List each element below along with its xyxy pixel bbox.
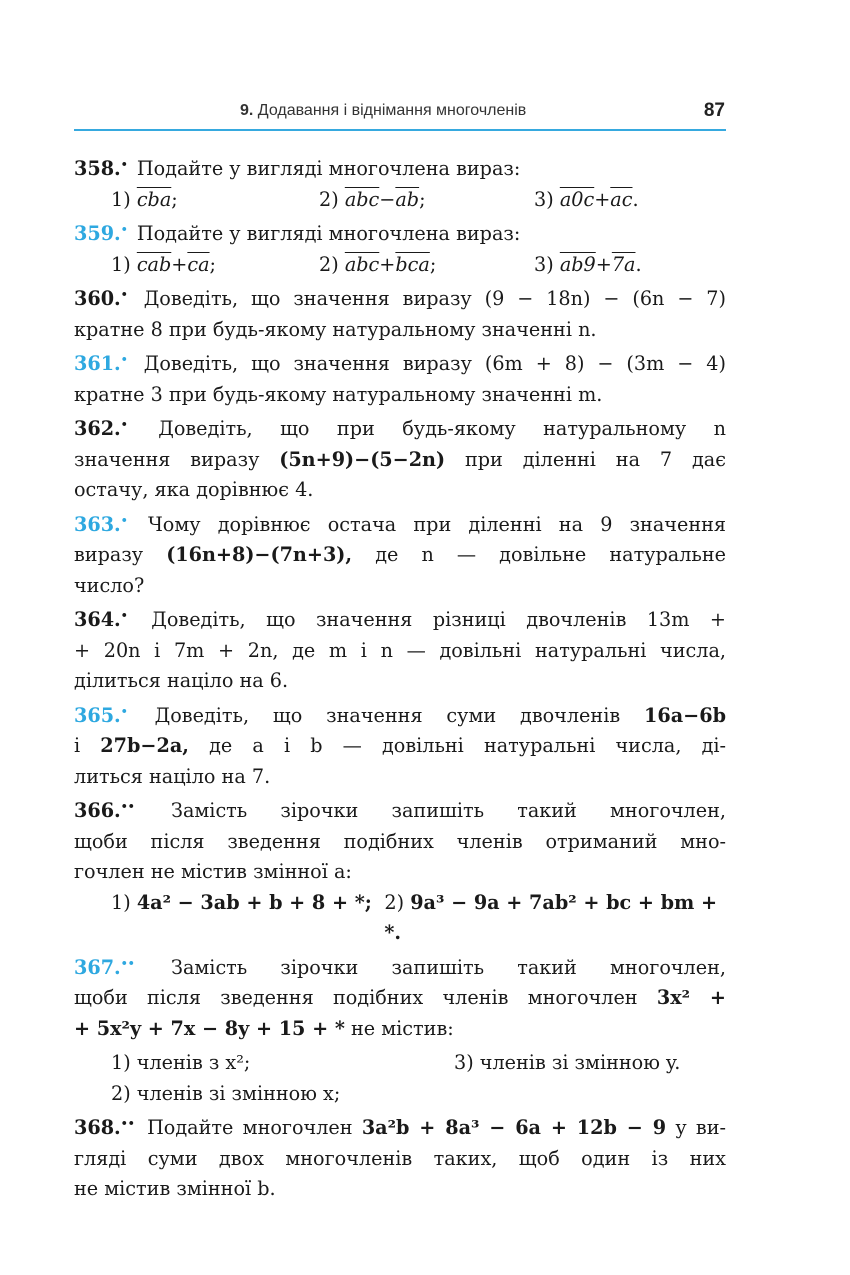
difficulty-mark: • — [120, 223, 128, 236]
problem-text: Доведіть, що при будь-якому натуральному n — [158, 417, 726, 440]
problem-text: кратне 8 при будь-якому натуральному значенні n. — [74, 317, 597, 341]
problem-text: гляді суми двох многочленів таких, щоб один із них — [74, 1146, 726, 1170]
difficulty-mark: •• — [120, 956, 135, 970]
problem-number: 361. — [74, 352, 121, 375]
problem-options: 1) 4a² − 3ab + b + 8 + *; 2) 9a³ − 9a + 7ab² + bc + bm + *. — [111, 890, 718, 944]
problem-364 — [74, 601, 726, 697]
difficulty-mark: • — [120, 513, 128, 527]
option-expression: a0c — [559, 187, 595, 211]
problem-text: + 20n і 7m + 2n, де m і n — довільні натуральні числа, — [74, 638, 726, 662]
difficulty-mark: •• — [120, 1117, 135, 1130]
problem-367: 367.•• Замість зірочки запишіть такий многочлен, щоби після зведення подібних членів многочлен 3x² + + 5x²y + 7x − 8y + 15 + * не містив: 1) членів з x²; 3) членів зі змінною y. 2) членів зі змінною x; — [74, 949, 726, 1110]
option-expression: ab9 — [559, 252, 596, 276]
running-header — [240, 102, 526, 120]
option-expression: $\overline{cab}$ — [136, 252, 172, 276]
math-expression: 27b−2a, — [100, 734, 189, 757]
problem-text: число? — [74, 573, 145, 597]
problem-text: Подайте у вигляді многочлена вираз: — [136, 157, 521, 180]
problem-number: 364. — [74, 608, 121, 631]
option-2: 2) членів зі змінною x; — [111, 1081, 341, 1105]
problem-number: 367. — [74, 955, 121, 979]
difficulty-mark: • — [120, 353, 128, 366]
page-number: 87 — [703, 100, 725, 121]
difficulty-mark: • — [120, 288, 128, 301]
problem-text: литься націло на 7. — [74, 764, 271, 788]
problem-number: 366. — [74, 799, 121, 822]
option-3: 3) членів зі змінною y. — [454, 1051, 681, 1074]
problem-number: 360. — [74, 287, 121, 310]
problem-number: 359. — [74, 222, 121, 245]
problem-text: Доведіть, що значення різниці двочленів 13m + — [151, 608, 726, 631]
problem-text: Чому дорівнює остача при діленні на 9 значення — [147, 512, 727, 536]
problem-number: 363. — [74, 512, 121, 536]
problem-number: 362. — [74, 417, 121, 440]
problem-number: 368. — [74, 1116, 121, 1139]
problem-text: Подайте у вигляді многочлена вираз: — [136, 222, 521, 245]
problem-options: 1) $\overline{cab}+\overline{ca}$; 2) $\overline{abc}+\overline{bca}$; 3) ab9+7a. — [111, 252, 642, 276]
problem-366 — [74, 792, 726, 949]
section-title: Додавання і віднімання многочленів — [257, 102, 527, 119]
difficulty-mark: • — [120, 418, 128, 431]
math-expression: 16a−6b — [644, 703, 726, 727]
math-expression: + 5x²y + 7x − 8y + 15 + * — [74, 1016, 345, 1040]
section-number: 9. — [240, 102, 254, 119]
problem-text: Замість зірочки запишіть такий многочлен, — [170, 955, 726, 979]
problem-text: гочлен не містив змінної a: — [74, 860, 352, 883]
option-1: 1) членів з x²; — [111, 1051, 251, 1074]
problem-text: Замість зірочки запишіть такий многочлен, — [170, 799, 726, 822]
option-expression: $\overline{abc}$ — [344, 252, 380, 276]
problem-options — [74, 1048, 726, 1079]
header-divider — [74, 129, 726, 131]
problem-361 — [74, 345, 726, 410]
problem-text: Доведіть, що значення виразу (6m + 8) − (3m − 4) — [143, 352, 726, 375]
problem-359 — [74, 215, 726, 280]
option-expression: $\overline{cba}$ — [136, 187, 172, 211]
difficulty-mark: • — [120, 158, 128, 171]
math-expression: (5n+9)−(5−2n) — [279, 447, 446, 471]
problem-365: 365.• Доведіть, що значення суми двочленів 16a−6b і 27b−2a, де a і b — довільні натуральні числа, ді- литься націло на 7. — [74, 697, 726, 793]
problem-number: 358. — [74, 157, 121, 180]
problem-360 — [74, 280, 726, 345]
problem-text: щоби після зведення подібних членів отриманий мно- — [74, 829, 726, 853]
problem-text: ділиться націло на 6. — [74, 669, 289, 692]
math-expression: (16n+8)−(7n+3), — [166, 543, 353, 566]
difficulty-mark: •• — [120, 800, 135, 813]
problem-options: 1) $\overline{cba}$; 2) $\overline{abc}-\overline{ab}$; 3) $a0c+\overline{ac}$. — [111, 187, 639, 211]
math-expression: 3x² + — [656, 986, 726, 1009]
option-expression: 4a² − 3ab + b + 8 + *; — [136, 890, 372, 914]
option-expression: $\overline{abc}$ — [344, 187, 380, 211]
problem-368: 368.•• Подайте многочлен 3a²b + 8a³ − 6a + 12b − 9 у ви- гляді суми двох многочленів таких, щоб один із них не містив змінної b. — [74, 1109, 726, 1205]
problem-text: кратне 3 при будь-якому натуральному значенні m. — [74, 382, 603, 406]
difficulty-mark: • — [120, 609, 128, 622]
problem-text: остачу, яка дорівнює 4. — [74, 478, 314, 501]
problems-list — [74, 150, 726, 1205]
problem-text: Доведіть, що значення виразу (9 − 18n) − (6n − 7) — [143, 287, 726, 310]
problem-text: не містив змінної b. — [74, 1177, 276, 1200]
problem-363: 363.• Чому дорівнює остача при діленні на 9 значення виразу (16n+8)−(7n+3), де n — довільне натуральне число? — [74, 506, 726, 602]
problem-358 — [74, 150, 726, 215]
difficulty-mark: • — [120, 704, 128, 718]
problem-362: 362.• Доведіть, що при будь-якому натуральному n значення виразу (5n+9)−(5−2n) при діленні на 7 дає остачу, яка дорівнює 4. — [74, 410, 726, 506]
problem-number: 365. — [74, 703, 121, 727]
math-expression: 3a²b + 8a³ − 6a + 12b − 9 — [361, 1116, 667, 1139]
option-expression: 9a³ − 9a + 7ab² + bc + bm + *. — [384, 890, 718, 944]
